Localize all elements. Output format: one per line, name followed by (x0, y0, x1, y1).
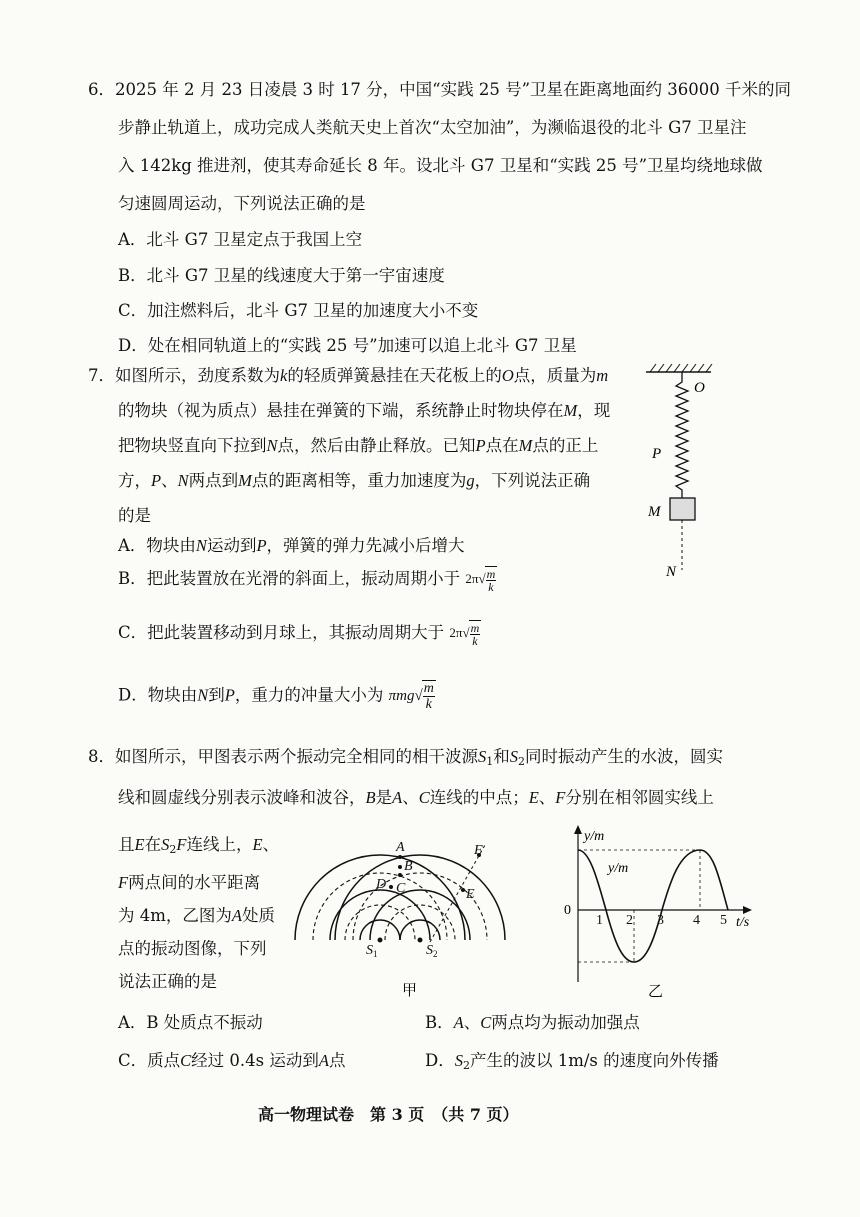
period-formula-c: 2π√ $\frac{m}{k}$ (449, 620, 480, 648)
block (670, 498, 695, 520)
wave-interference-diagram (290, 830, 520, 1000)
spring-diagram (636, 360, 716, 590)
point-B (398, 865, 402, 869)
q7-option-d: D．物块由N到P，重力的冲量大小为 πmg√ $\frac{m}{k}$ (118, 681, 434, 712)
impulse-formula: πmg√ $\frac{m}{k}$ (388, 681, 434, 712)
tick-4: 4 (693, 913, 700, 928)
q7-line-3: 把物块竖直向下拉到N点，然后由静止释放。已知P点在M点的正上 (118, 436, 599, 455)
source-s2 (418, 938, 423, 943)
q8-caption-5: 说法正确的是 (118, 972, 217, 991)
vibration-curve (578, 850, 728, 962)
label-N: N (666, 564, 677, 580)
label-F: F (474, 843, 483, 858)
q6-line-4: 匀速圆周运动，下列说法正确的是 (118, 194, 366, 213)
q7-option-b: B．把此装置放在光滑的斜面上，振动周期小于 2π√ $\frac{m}{k}$ (118, 566, 496, 594)
page-footer: 高一物理试卷 第 3 页 （共 7 页） (258, 1105, 519, 1124)
q8-caption-2: F两点间的水平距离 (118, 873, 261, 892)
q8-caption (118, 828, 279, 998)
q6-option-d: D．处在相同轨道上的“实践 25 号”加速可以追上北斗 G7 卫星 (118, 336, 577, 355)
q6-line-2: 步静止轨道上，成功完成人类航天史上首次“太空加油”，为濒临退役的北斗 G7 卫星注 (118, 118, 747, 137)
origin-label: 0 (564, 903, 571, 918)
q8-caption-3: 为 4m，乙图为A处质 (118, 906, 275, 925)
q8-option-d: D．$S_2$产生的波以 1m/s 的速度向外传播 (425, 1051, 719, 1072)
spring (676, 372, 688, 498)
label-O: O (694, 380, 705, 396)
curve-label: y/m (608, 861, 629, 876)
q6-option-c: C．加注燃料后，北斗 G7 卫星的加速度大小不变 (118, 301, 479, 320)
q7-option-a: A．物块由N运动到P，弹簧的弹力先减小后增大 (118, 536, 465, 555)
point-E (461, 888, 465, 892)
tick-2: 2 (626, 913, 633, 928)
q7-line-1: 7．如图所示，劲度系数为k的轻质弹簧悬挂在天花板上的O点，质量为m (88, 366, 609, 385)
q6-option-a: A．北斗 G7 卫星定点于我国上空 (118, 230, 363, 249)
vibration-graph (560, 822, 760, 1002)
point-A (398, 855, 402, 859)
label-D: D (376, 877, 387, 892)
fig1-caption: 甲 (402, 983, 418, 999)
x-axis-arrow (743, 906, 752, 914)
q8-line-2: 线和圆虚线分别表示波峰和波谷，B是A、C连线的中点；E、F分别在相邻圆实线上 (118, 788, 714, 807)
point-C (398, 873, 402, 877)
label-S2: $S_2$ (426, 943, 438, 959)
q8-caption-1: 且E在$S_2F$连线上，E、 (118, 835, 280, 856)
label-C: C (396, 881, 406, 896)
label-M: M (648, 504, 661, 520)
period-formula-b: 2π√ $\frac{m}{k}$ (465, 566, 496, 594)
q8-line-1: 8．如图所示，甲图表示两个振动完全相同的相干波源$S_1$和$S_2$同时振动产生的水波，圆实 (88, 747, 723, 768)
q8-option-b: B．A、C两点均为振动加强点 (425, 1013, 640, 1032)
q7-line-4: 方，P、N两点到M点的距离相等，重力加速度为g，下列说法正确 (118, 471, 591, 490)
label-A: A (396, 840, 405, 855)
label-E: E (466, 887, 475, 902)
q6-option-b: B．北斗 G7 卫星的线速度大于第一宇宙速度 (118, 266, 445, 285)
q8-option-a: A．B 处质点不振动 (118, 1013, 263, 1032)
q6-line-3: 入 142kg 推进剂，使其寿命延长 8 年。设北斗 G7 卫星和“实践 25 号”卫星均绕地球做 (118, 156, 763, 175)
tick-5: 5 (720, 913, 727, 928)
q8-caption-4: 点的振动图像，下列 (118, 939, 267, 958)
y-axis-label: y/m (584, 829, 605, 844)
q8-option-c: C．质点C经过 0.4s 运动到A点 (118, 1051, 346, 1070)
ceiling-hatch (650, 364, 712, 372)
y-axis-arrow (574, 825, 582, 834)
q7-line-2: 的物块（视为质点）悬挂在弹簧的下端，系统静止时物块停在M，现 (118, 401, 611, 420)
q7-option-c: C．把此装置移动到月球上，其振动周期大于 2π√ $\frac{m}{k}$ (118, 620, 480, 648)
tick-3: 3 (657, 913, 664, 928)
x-axis-label: t/s (736, 915, 750, 930)
q6-line-1: 6．2025 年 2 月 23 日凌晨 3 时 17 分，中国“实践 25 号”卫星在距离地面约 36000 千米的同 (88, 80, 792, 99)
fig2-caption: 乙 (648, 984, 664, 1000)
label-S1: $S_1$ (366, 943, 378, 959)
tick-1: 1 (596, 913, 603, 928)
source-s1 (378, 938, 383, 943)
q7-line-5: 的是 (118, 506, 151, 525)
label-B: B (404, 859, 413, 874)
point-D (389, 885, 393, 889)
label-P: P (652, 446, 662, 462)
